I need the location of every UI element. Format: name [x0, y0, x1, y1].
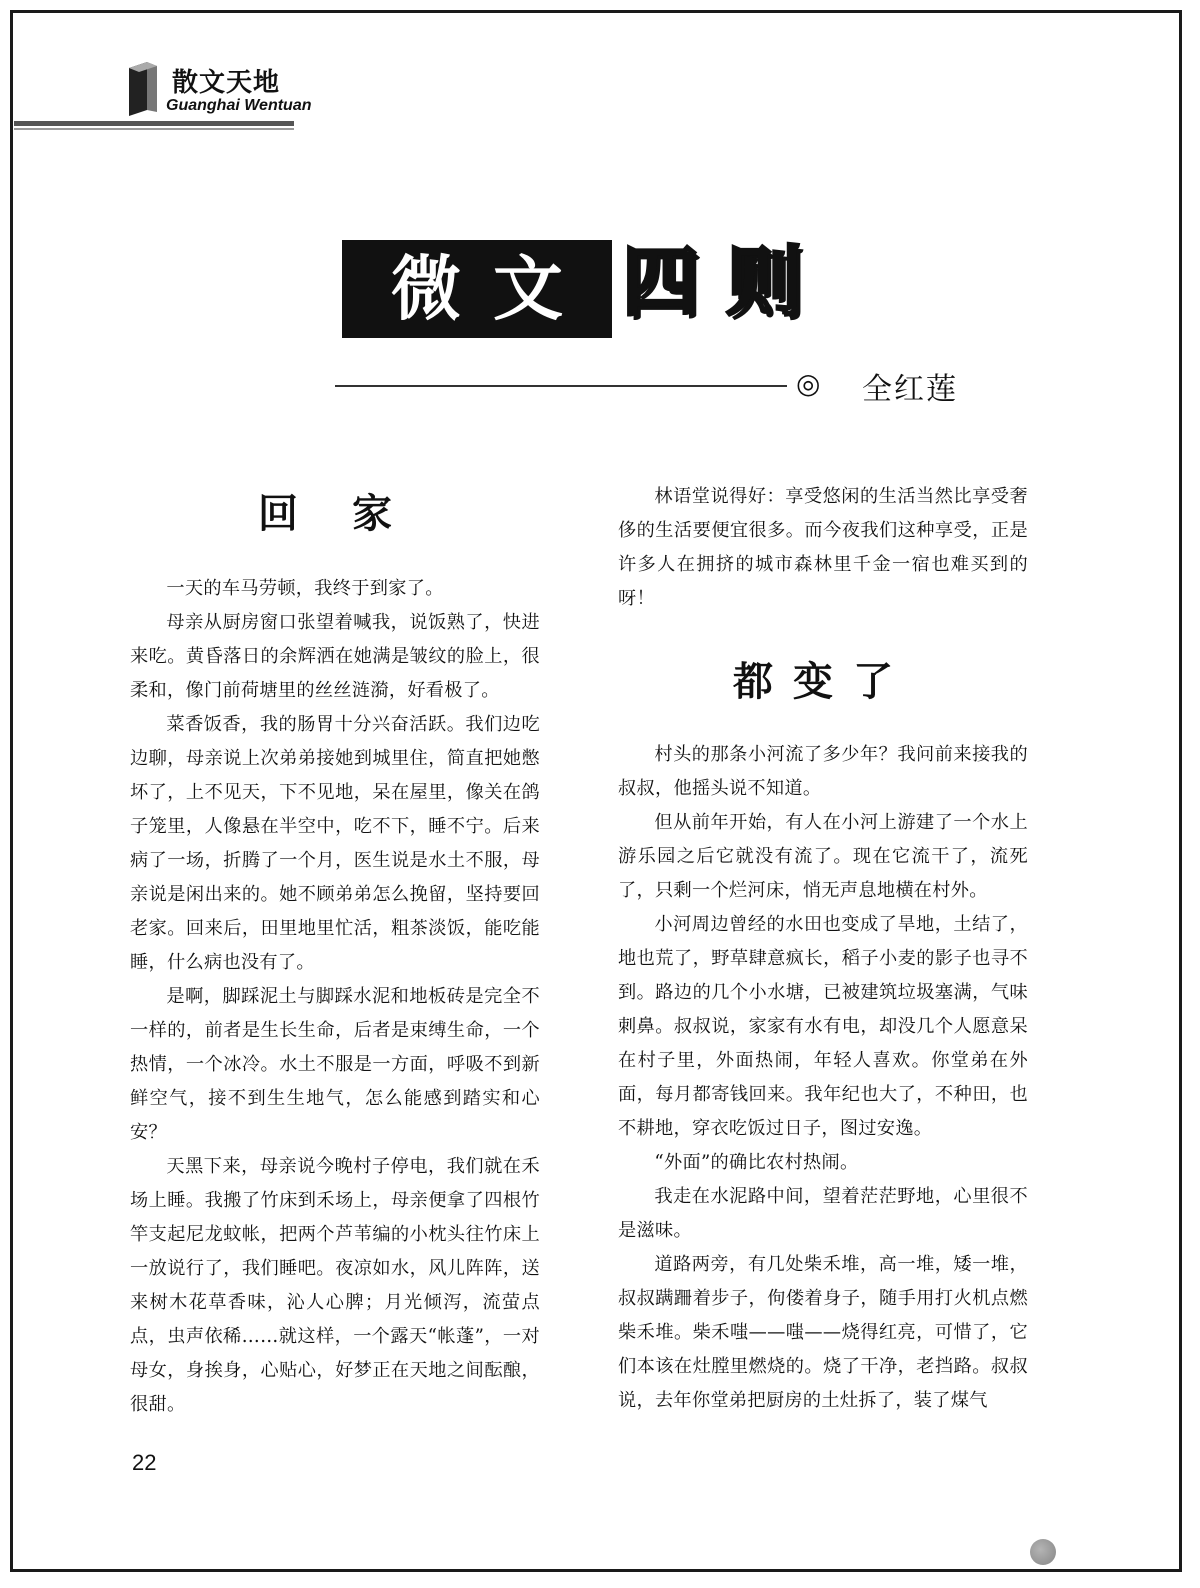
- title-left: 微文: [391, 248, 595, 330]
- paragraph: 是啊，脚踩泥土与脚踩水泥和地板砖是完全不一样的，前者是生长生命，后者是束缚生命，一个热情，一个冰冷。水土不服是一方面，呼吸不到新鲜空气，接不到生生地气，怎么能感到踏实和心安？: [130, 986, 540, 1143]
- paragraph: 小河周边曾经的水田也变成了旱地，土结了，地也荒了，野草肆意疯长，稻子小麦的影子也寻不到。路边的几个小水塘，已被建筑垃圾塞满，气味刺鼻。叔叔说，家家有水有电，却没几个人愿意呆在村子里，外面热闹，年轻人喜欢。你堂弟在外面，每月都寄钱回来。我年纪也大了，不种田，也不耕地，穿衣吃饭过日子，图过安逸。: [618, 914, 1028, 1139]
- page-number: 22: [132, 1450, 157, 1475]
- book-logo-icon: [125, 58, 159, 116]
- section-title-huijia: 回 家: [258, 491, 412, 537]
- paragraph: “外面”的确比农村热闹。: [654, 1152, 859, 1173]
- paragraph: 一天的车马劳顿，我终于到家了。: [166, 578, 444, 599]
- paragraph: 我走在水泥路中间，望着茫茫野地，心里很不是滋味。: [618, 1186, 1028, 1241]
- header-rule-thin: [14, 128, 294, 130]
- section-title-doubianle: 都变了: [733, 659, 913, 705]
- watermark: [1030, 1538, 1170, 1566]
- title-black-block: [342, 240, 612, 338]
- paragraph: 天黑下来，母亲说今晚村子停电，我们就在禾场上睡。我搬了竹床到禾场上，母亲便拿了四根竹竿支起尼龙蚊帐，把两个芦苇编的小枕头往竹床上一放说行了，我们睡吧。夜凉如水，风儿阵阵，送来树木花草香味，沁人心脾；月光倾泻，流萤点点，虫声依稀……就这样，一个露天“帐蓬”，一对母女，身挨身，心贴心，好梦正在天地之间酝酿，很甜。: [130, 1156, 540, 1415]
- section-name-en: Guanghai Wentuan: [166, 97, 312, 114]
- paragraph: 菜香饭香，我的肠胃十分兴奋活跃。我们边吃边聊，母亲说上次弟弟接她到城里住，简直把她憋坏了，上不见天，下不见地，呆在屋里，像关在鸽子笼里，人像悬在半空中，吃不下，睡不宁。后来病了一场，折腾了一个月，医生说是水土不服，母亲说是闲出来的。她不顾弟弟怎么挽留，坚持要回老家。回来后，田里地里忙活，粗茶淡饭，能吃能睡，什么病也没有了。: [130, 714, 540, 973]
- paragraph: 村头的那条小河流了多少年？我问前来接我的叔叔，他摇头说不知道。: [618, 744, 1028, 799]
- paragraph: 但从前年开始，有人在小河上游建了一个水上游乐园之后它就没有流了。现在它流干了，流死了，只剩一个烂河床，悄无声息地横在村外。: [618, 812, 1028, 901]
- author-name: 全红莲: [862, 372, 958, 407]
- paragraph: 道路两旁，有几处柴禾堆，高一堆，矮一堆，叔叔蹒跚着步子，佝偻着身子，随手用打火机点燃柴禾堆。柴禾嗤——嗤——烧得红亮，可惜了，它们本该在灶膛里燃烧的。烧了干净，老挡路。叔叔说，去年你堂弟把厨房的土灶拆了，装了煤气: [618, 1254, 1028, 1411]
- paragraph-continued: 林语堂说得好：享受悠闲的生活当然比享受奢侈的生活要便宜很多。而今夜我们这种享受，正是许多人在拥挤的城市森林里千金一宿也难买到的呀！: [618, 486, 1028, 609]
- left-column: [130, 480, 540, 1422]
- section-name-cn: 散文天地: [172, 68, 281, 98]
- paragraph: 母亲从厨房窗口张望着喊我，说饭熟了，快进来吃。黄昏落日的余辉洒在她满是皱纹的脸上，很柔和，像门前荷塘里的丝丝涟漪，好看极了。: [130, 612, 540, 701]
- header-rule: [14, 121, 294, 126]
- right-column: [618, 480, 1028, 1418]
- byline-rule: [335, 385, 787, 387]
- title-right: 四则: [622, 237, 830, 326]
- byline-mark: ◎: [796, 367, 821, 400]
- globe-icon: [1030, 1539, 1056, 1565]
